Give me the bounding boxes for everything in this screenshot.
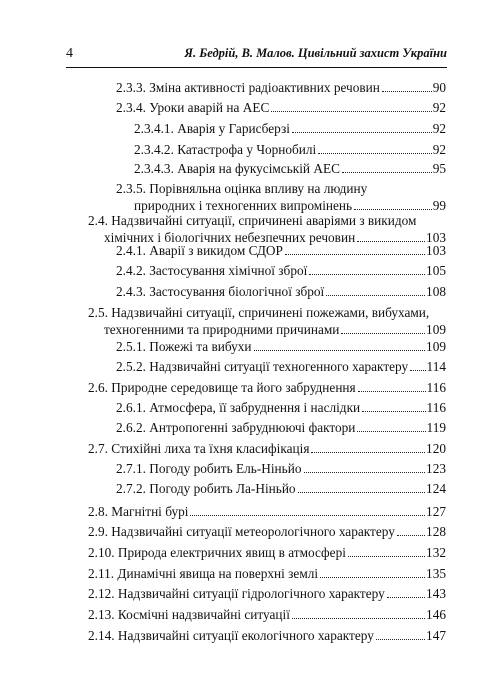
page-number: 4	[66, 46, 73, 61]
running-title: Я. Бедрій, В. Малов. Цивільний захист України	[184, 46, 447, 60]
toc-entry-title: 2.3.4.3. Аварія на фукусімській АЕС	[134, 161, 340, 176]
header-rule	[66, 67, 447, 68]
toc-entry-page: 103	[426, 230, 446, 245]
toc-entry-title: 2.4. Надзвичайні ситуації, спричинені аваріями з викидом	[88, 213, 417, 228]
toc-entry[interactable]	[88, 544, 446, 561]
toc-entry-page: 103	[426, 243, 446, 258]
toc-entry[interactable]	[134, 120, 446, 137]
toc-entry[interactable]	[88, 503, 446, 520]
dot-leader	[298, 492, 425, 493]
toc-entry-page: 92	[432, 100, 446, 115]
toc-entry-page: 114	[426, 359, 446, 374]
toc-entry[interactable]	[88, 565, 446, 582]
toc-entry-page: 108	[426, 284, 446, 299]
toc-entry[interactable]	[88, 212, 446, 246]
toc-entry-page: 128	[426, 524, 446, 539]
toc-entry-continuation	[104, 321, 446, 338]
toc-entry[interactable]	[88, 523, 446, 540]
toc-entry-page: 143	[426, 586, 446, 601]
dot-leader	[341, 333, 425, 334]
toc-entry-page: 92	[432, 142, 446, 157]
toc-entry-title: 2.3.5. Порівняльна оцінка впливу на людину	[116, 181, 368, 196]
dot-leader	[311, 452, 425, 453]
toc-entry-title: 2.3.4. Уроки аварій на АЕС	[116, 100, 270, 115]
toc-entry-page: 109	[426, 339, 446, 354]
toc-entry-page: 105	[426, 263, 446, 278]
toc-entry[interactable]	[134, 160, 446, 177]
toc-entry-title: 2.6.2. Антропогенні забруднюючі фактори	[116, 420, 356, 435]
toc-entry[interactable]	[88, 606, 446, 623]
toc-entry-title-cont: техногенними та природними причинами	[104, 322, 340, 337]
toc-entry-title: 2.12. Надзвичайні ситуації гідрологічного характеру	[88, 586, 385, 601]
toc-entry-title: 2.3.4.2. Катастрофа у Чорнобилі	[134, 142, 317, 157]
toc-entry-page: 127	[426, 504, 446, 519]
toc-entry-title: 2.7.2. Погоду робить Ла-Ніньйо	[116, 481, 296, 496]
toc-entry-title: 2.14. Надзвичайні ситуації екологічного характеру	[88, 628, 374, 643]
toc-entry-page: 116	[426, 400, 446, 415]
dot-leader	[357, 431, 425, 432]
dot-leader	[292, 618, 425, 619]
dot-leader	[387, 597, 425, 598]
toc-entry[interactable]	[116, 480, 446, 497]
toc-entry-page: 132	[426, 545, 446, 560]
toc-entry[interactable]	[116, 338, 446, 355]
toc-entry[interactable]	[116, 460, 446, 477]
toc-entry-page: 135	[426, 566, 446, 581]
toc-entry-title: 2.11. Динамічні явища на поверхні землі	[88, 566, 319, 581]
toc-entry[interactable]	[88, 627, 446, 644]
toc-entry[interactable]	[116, 180, 446, 214]
toc-entry[interactable]	[116, 419, 446, 436]
dot-leader	[271, 111, 431, 112]
dot-leader	[354, 209, 432, 210]
toc-entry[interactable]	[88, 440, 446, 457]
toc-entry-title: 2.7. Стихійні лиха та їхня класифікація	[88, 441, 310, 456]
toc-entry[interactable]	[116, 399, 446, 416]
toc-entry-title: 2.6. Природне середовище та його забруднення	[88, 380, 356, 395]
toc-entry[interactable]	[88, 585, 446, 602]
toc-entry-page: 147	[426, 628, 446, 643]
toc-entry-page: 119	[426, 420, 446, 435]
dot-leader	[318, 153, 431, 154]
dot-leader	[285, 254, 425, 255]
toc-entry-title: 2.9. Надзвичайні ситуації метеорологічного характеру	[88, 524, 395, 539]
dot-leader	[348, 556, 425, 557]
toc-entry-page: 146	[426, 607, 446, 622]
toc-entry-title-cont: хімічних і біологічних небезпечних речовин	[104, 230, 356, 245]
toc-entry-page: 123	[426, 461, 446, 476]
page-header	[66, 46, 447, 66]
toc-entry-title: 2.5.2. Надзвичайні ситуації техногенного характеру	[116, 359, 409, 374]
toc-entry-title: 2.4.3. Застосування біологічної зброї	[116, 284, 325, 299]
dot-leader	[326, 295, 425, 296]
toc-entry-title: 2.7.1. Погоду робить Ель-Ніньйо	[116, 461, 302, 476]
toc-entry-title: 2.4.1. Аварії з викидом СДОР	[116, 243, 283, 258]
dot-leader	[342, 172, 432, 173]
toc-entry[interactable]	[116, 79, 446, 96]
dot-leader	[376, 639, 425, 640]
toc-entry[interactable]	[88, 304, 446, 338]
toc-entry-title: 2.6.1. Атмосфера, її забруднення і наслідки	[116, 400, 361, 415]
dot-leader	[304, 472, 426, 473]
dot-leader	[254, 350, 426, 351]
toc-entry-title: 2.3.3. Зміна активності радіоактивних речовин	[116, 80, 380, 95]
toc-entry-title: 2.3.4.1. Аварія у Гарисберзі	[134, 121, 290, 136]
toc-entry-page: 109	[426, 322, 446, 337]
dot-leader	[292, 132, 432, 133]
toc-entry-page: 90	[432, 80, 446, 95]
toc-entry[interactable]	[116, 262, 446, 279]
toc-entry[interactable]	[116, 242, 446, 259]
toc-entry-title: 2.8. Магнітні бурі	[88, 504, 189, 519]
toc-entry-page: 124	[426, 481, 446, 496]
toc-entry-title: 2.10. Природа електричних явищ в атмосфері	[88, 545, 346, 560]
toc-entry-title: 2.13. Космічні надзвичайні ситуації	[88, 607, 290, 622]
toc-entry-title: 2.4.2. Застосування хімічної зброї	[116, 263, 308, 278]
toc-entry-title-cont: природних і техногенних випромінень	[134, 198, 353, 213]
dot-leader	[362, 411, 425, 412]
dot-leader	[190, 515, 425, 516]
toc-entry[interactable]	[134, 141, 446, 158]
toc-entry-page: 99	[432, 198, 446, 213]
toc-entry[interactable]	[116, 283, 446, 300]
toc-entry-page: 92	[432, 121, 446, 136]
toc-entry-title: 2.5.1. Пожежі та вибухи	[116, 339, 252, 354]
dot-leader	[358, 391, 426, 392]
toc-entry[interactable]	[88, 379, 446, 396]
toc-entry[interactable]	[116, 99, 446, 116]
toc-entry[interactable]	[116, 358, 446, 375]
toc-entry-title: 2.5. Надзвичайні ситуації, спричинені пожежами, вибухами,	[88, 305, 430, 320]
toc-entry-page: 95	[432, 161, 446, 176]
dot-leader	[382, 91, 432, 92]
dot-leader	[410, 370, 425, 371]
toc-entry-page: 120	[426, 441, 446, 456]
dot-leader	[309, 274, 425, 275]
dot-leader	[320, 577, 425, 578]
dot-leader	[397, 535, 425, 536]
toc-entry-page: 116	[426, 380, 446, 395]
